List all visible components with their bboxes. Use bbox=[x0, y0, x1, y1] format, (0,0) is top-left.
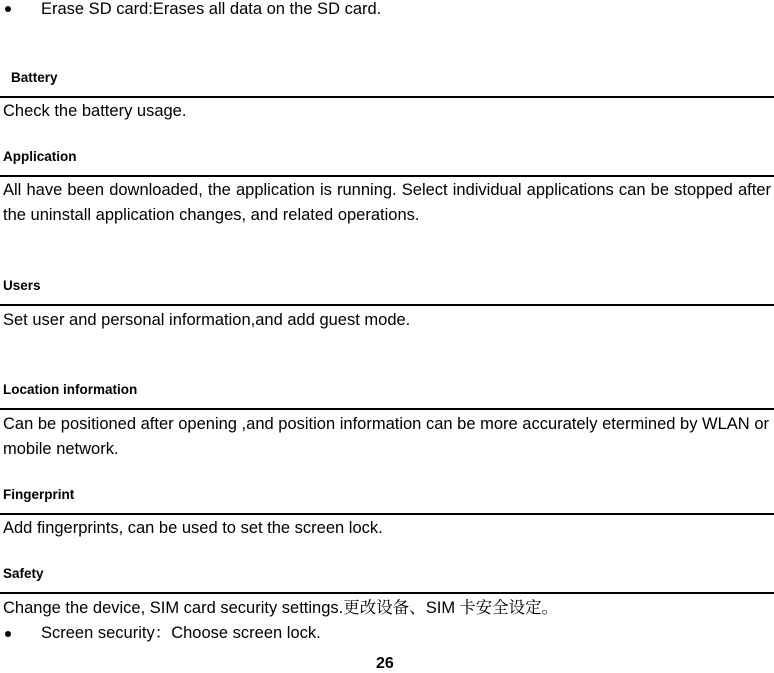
location-information-description: Can be positioned after opening ,and position information can be more accurately etermined by WLAN or mobile network. bbox=[3, 415, 769, 458]
fingerprint-description: Add fingerprints, can be used to set the screen lock. bbox=[3, 519, 383, 537]
bullet-marker bbox=[5, 631, 11, 637]
users-heading: Users bbox=[3, 278, 41, 293]
erase-sd-card-text: Erase SD card:Erases all data on the SD card. bbox=[41, 0, 382, 18]
safety-divider bbox=[0, 592, 774, 594]
screen-security-separator: ： bbox=[154, 623, 172, 642]
bullet-marker bbox=[5, 6, 11, 12]
safety-description bbox=[3, 595, 558, 621]
application-description: All have been downloaded, the application is running. Select individual applications can be stopped after the uninstall application changes, and related operations. bbox=[3, 181, 771, 224]
safety-description-sim: SIM bbox=[425, 599, 456, 617]
fingerprint-heading: Fingerprint bbox=[3, 487, 75, 502]
users-divider bbox=[0, 304, 774, 306]
safety-description-cjk-1: 更改设备、 bbox=[343, 598, 426, 617]
safety-description-latin: Change the device, SIM card security settings. bbox=[3, 599, 344, 617]
safety-heading: Safety bbox=[3, 566, 44, 581]
battery-heading: Battery bbox=[11, 70, 58, 85]
application-heading: Application bbox=[3, 149, 77, 164]
battery-description: Check the battery usage. bbox=[3, 102, 187, 120]
application-divider bbox=[0, 175, 774, 177]
screen-security-value: Choose screen lock. bbox=[171, 624, 321, 642]
screen-security-text bbox=[41, 620, 321, 646]
users-description: Set user and personal information,and add guest mode. bbox=[3, 311, 411, 329]
location-information-heading: Location information bbox=[3, 382, 138, 397]
screen-security-label: Screen security bbox=[41, 624, 155, 642]
battery-divider bbox=[0, 96, 774, 98]
fingerprint-divider bbox=[0, 513, 774, 515]
page-number: 26 bbox=[376, 655, 394, 672]
location-information-divider bbox=[0, 408, 774, 410]
safety-description-cjk-2: 卡安全设定。 bbox=[459, 598, 559, 617]
